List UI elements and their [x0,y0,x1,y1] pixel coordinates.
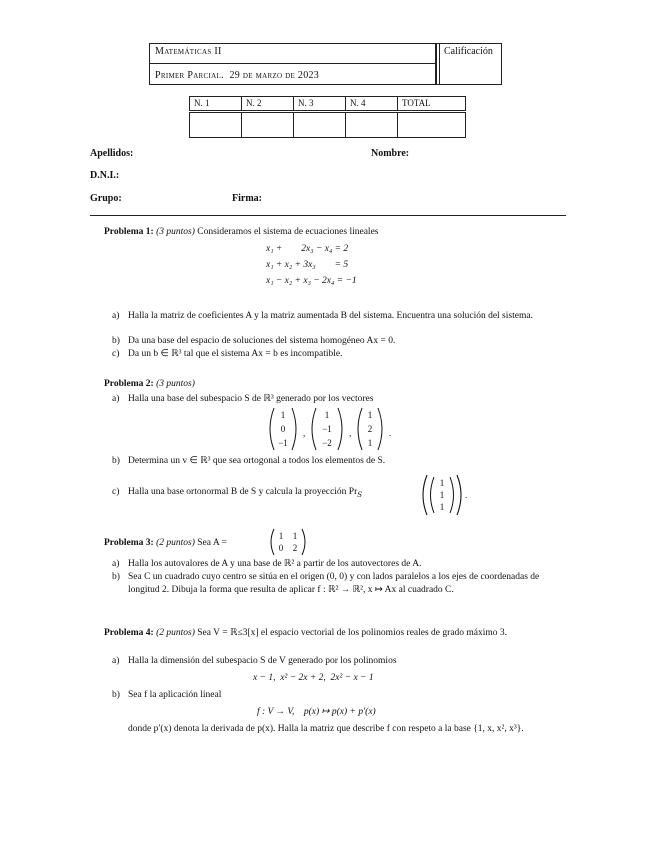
item-text: Sea C un cuadrado cuyo centro se sitúa en el origen (0, 0) y con lados paralelos a los ejes de coordenadas de longitud 2. Dibuja la forma que resulta de aplicar f : ℝ² → ℝ², x ↦ Ax al cuadrado C. [128,572,540,595]
score-cell-n4[interactable] [345,112,398,138]
surname-label: Apellidos: [90,148,134,159]
problem-4-heading [90,627,566,640]
subject-title: Matemáticas II [155,46,222,57]
period: . [389,428,392,438]
item-text: Halla la matriz de coeficientes A y la matriz aumentada B del sistema. Encuentra una solución del sistema. [128,311,533,321]
problem-4-item-b [112,689,566,702]
score-header-n2: N. 2 [241,96,294,111]
header-rule [90,215,566,216]
item-label: b) [112,336,120,346]
v3-entry-1: 1 [367,410,373,420]
a21: 0 [278,543,284,553]
outer-left-paren [423,475,427,515]
v2-entry-2: −1 [322,424,332,434]
v3-entry-2: 2 [367,424,373,434]
problem-2-item-a [112,393,566,406]
score-header-n4: N. 4 [345,96,398,111]
comma: , [349,428,352,438]
item-text: Da una base del espacio de soluciones del sistema homogéneo Ax = 0. [128,336,396,346]
item-text: Halla una base del subespacio S de ℝ³ generado por los vectores [128,394,374,404]
problem-1-intro: Consideramos el sistema de ecuaciones lineales [197,227,379,237]
projection-subscript: S [357,490,363,499]
problem-4-points: (2 puntos) [156,628,195,638]
left-paren [270,408,274,450]
item-text: donde p′(x) denota la derivada de p(x). Halla la matriz que describe f con respeto a la base {1, x, x², x³}. [128,724,524,734]
score-header-n3: N. 3 [293,96,346,111]
name-label: Nombre: [371,148,410,159]
item-c-text: Halla una base ortonormal B de S y calcula la proyección Pr [128,487,358,497]
a22: 2 [292,543,298,553]
score-cell-total[interactable] [397,112,466,138]
score-header-total: TOTAL [397,96,466,111]
item-label: b) [112,456,120,466]
score-cell-n2[interactable] [241,112,294,138]
comma: , [303,428,306,438]
outer-right-paren [457,475,461,515]
item-label: b) [112,690,120,700]
right-paren [338,408,342,450]
problem-3-points: (2 puntos) [156,538,195,548]
linear-map: f : V → V, p(x) ↦ p(x) + p′(x) [257,707,376,717]
problem-4-item-b-continued [112,723,566,736]
item-label: a) [112,311,120,321]
score-cell-n1[interactable] [189,112,242,138]
problem-3-item-b [112,571,566,597]
v2-entry-3: −2 [322,438,332,448]
problem-1-heading [104,226,566,239]
grade-box-inner [439,43,440,85]
left-paren [271,529,274,555]
problem-1-points: (3 puntos) [156,227,195,237]
item-text [128,486,566,500]
item-text: Sea f la aplicación lineal [128,690,222,700]
vector-2 [312,408,351,450]
item-label: a) [112,559,120,569]
problem-1-title: Problema 1: [104,227,154,237]
problem-4-title: Problema 4: [104,628,154,638]
score-cell-n3[interactable] [293,112,346,138]
right-paren [302,529,305,555]
polynomials: x − 1, x² − 2x + 2, 2x² − x − 1 [253,673,374,683]
problem-1-item-c [112,348,566,361]
exam-date: Primer Parcial. 29 de marzo de 2023 [155,70,320,81]
problem-4-intro: Sea V = ℝ≤3[x] el espacio vectorial de los polinomios reales de grado máximo 3. [197,628,508,638]
v2-entry-1: 1 [324,410,330,420]
item-label: a) [112,656,120,666]
left-paren [358,408,362,450]
left-paren [312,408,316,450]
a12: 1 [292,531,298,541]
equation-1: x₁ + 2x₃ − x₄ = 2 [266,244,349,254]
header-divider [149,63,436,64]
problem-4-item-a [112,655,566,668]
proj-entry-1: 1 [439,478,445,488]
problem-2-item-b [112,455,566,468]
equation-3: x₁ − x₂ + x₃ − 2x₄ = −1 [266,276,357,286]
vectors-display [266,406,396,452]
problem-2-title: Problema 2: [104,379,154,389]
problem-1-item-a [112,310,566,323]
period: . [465,490,468,500]
item-label: c) [112,487,120,497]
problem-3-intro: Sea A = [197,538,227,548]
problem-1-item-b [112,335,566,348]
inner-right-paren [450,477,454,513]
proj-entry-2: 1 [439,490,445,500]
proj-entry-3: 1 [439,502,445,512]
score-header-n1: N. 1 [189,96,242,111]
v1-entry-2: 0 [280,424,286,434]
problem-3-title: Problema 3: [104,538,154,548]
item-text: Halla la dimensión del subespacio S de V generado por los polinomios [128,656,397,666]
a11: 1 [278,531,284,541]
right-paren [378,408,382,450]
problem-3-heading [104,537,566,550]
item-label: a) [112,394,120,404]
problem-2-heading [104,378,566,391]
right-paren [292,408,296,450]
vector-3 [358,408,391,450]
projection-vector [420,474,472,516]
vector-1 [270,408,305,450]
problem-2-points: (3 puntos) [156,379,195,389]
problem-2-item-c [112,486,566,500]
equation-2: x₁ + x₂ + 3x₃ = 5 [266,260,349,270]
v3-entry-3: 1 [367,438,373,448]
v1-entry-3: −1 [278,438,288,448]
dni-label: D.N.I.: [90,170,120,181]
group-label: Grupo: [90,193,122,204]
inner-left-paren [431,477,435,513]
v1-entry-1: 1 [280,410,286,420]
signature-label: Firma: [232,193,262,204]
item-text: Determina un v ∈ ℝ³ que sea ortogonal a todos los elementos de S. [128,456,386,466]
item-label: b) [112,572,120,582]
item-label: c) [112,349,120,359]
grade-label: Calificación [444,46,493,57]
item-text: Halla los autovalores de A y una base de ℝ² a partir de los autovectores de A. [128,559,422,569]
item-text: Da un b ∈ ℝ³ tal que el sistema Ax = b es incompatible. [128,349,343,359]
problem-3-item-a [112,558,566,571]
matrix-A [268,528,308,556]
